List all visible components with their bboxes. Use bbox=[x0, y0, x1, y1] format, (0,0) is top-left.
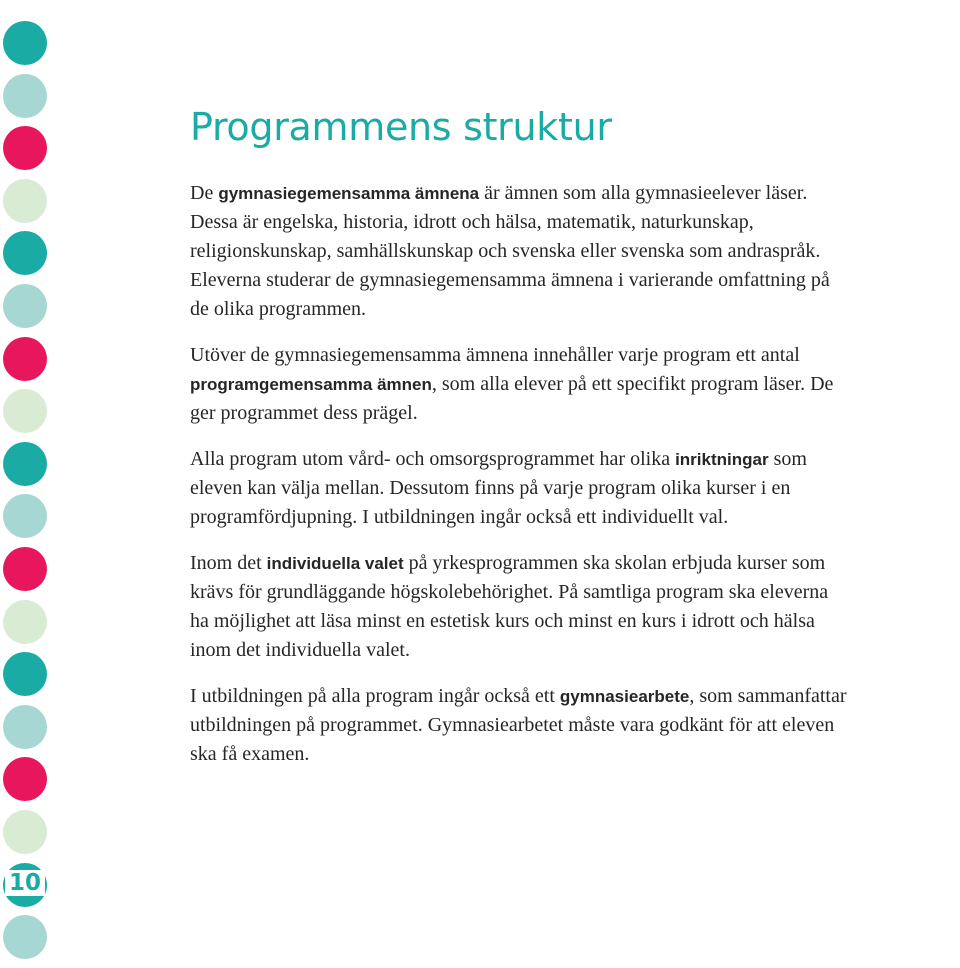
paragraph bbox=[190, 179, 850, 324]
decorative-dot bbox=[3, 600, 47, 644]
decorative-dot bbox=[3, 652, 47, 696]
paragraph bbox=[190, 341, 850, 428]
decorative-dot bbox=[3, 284, 47, 328]
decorative-dot bbox=[3, 74, 47, 118]
paragraph-text: I utbildningen på alla program ingår också ett bbox=[190, 685, 560, 707]
paragraph-text: Alla program utom vård- och omsorgsprogrammet har olika bbox=[190, 448, 676, 470]
decorative-dot bbox=[3, 757, 47, 801]
decorative-dot bbox=[3, 705, 47, 749]
paragraph-text: som eleven kan välja mellan. Dessutom finns på varje program olika kurser i en programfördjupning. I utbildningen ingår också ett individuellt val. bbox=[190, 448, 807, 528]
page-title: Programmens struktur bbox=[190, 105, 612, 149]
decorative-dot bbox=[3, 389, 47, 433]
decorative-dot-column bbox=[3, 21, 47, 968]
decorative-dot bbox=[3, 494, 47, 538]
decorative-dot bbox=[3, 231, 47, 275]
paragraph-text: på yrkesprogrammen ska skolan erbjuda kurser som krävs för grundläggande högskolebehörighet. På samtliga program ska eleverna ha möjlighet att läsa minst en estetisk kurs och minst en kurs i idrott och hälsa inom det individuella valet. bbox=[190, 552, 829, 661]
highlighted-term: gymnasiegemensamma ämnena bbox=[218, 184, 480, 203]
paragraph bbox=[190, 445, 850, 532]
highlighted-term: individuella valet bbox=[266, 554, 404, 573]
highlighted-term: inriktningar bbox=[675, 450, 769, 469]
decorative-dot bbox=[3, 126, 47, 170]
decorative-dot bbox=[3, 21, 47, 65]
decorative-dot bbox=[3, 442, 47, 486]
paragraph-text: De bbox=[190, 182, 219, 204]
paragraph-text: är ämnen som alla gymnasieelever läser. Dessa är engelska, historia, idrott och hälsa, matematik, naturkunskap, religionskunskap, samhällskunskap och svenska eller svenska som andraspråk. Eleverna studerar de gymnasiegemensamma ämnena i varierande omfattning på de olika programmen. bbox=[190, 182, 830, 320]
decorative-dot bbox=[3, 810, 47, 854]
main-content bbox=[190, 105, 850, 786]
decorative-dot bbox=[3, 337, 47, 381]
decorative-dot bbox=[3, 915, 47, 959]
paragraph-text: Inom det bbox=[190, 552, 267, 574]
highlighted-term: programgemensamma ämnen bbox=[190, 375, 432, 394]
page-number: 10 bbox=[5, 870, 45, 896]
decorative-dot bbox=[3, 179, 47, 223]
highlighted-term: gymnasiearbete bbox=[559, 687, 690, 706]
paragraph-text: , som sammanfattar utbildningen på programmet. Gymnasiearbetet måste vara godkänt för att eleven ska få examen. bbox=[190, 685, 847, 765]
decorative-dot bbox=[3, 547, 47, 591]
paragraph bbox=[190, 549, 850, 665]
paragraph bbox=[190, 682, 850, 769]
paragraph-text: , som alla elever på ett specifikt program läser. De ger programmet dess prägel. bbox=[190, 373, 834, 424]
paragraph-text: Utöver de gymnasiegemensamma ämnena innehåller varje program ett antal bbox=[190, 344, 800, 366]
